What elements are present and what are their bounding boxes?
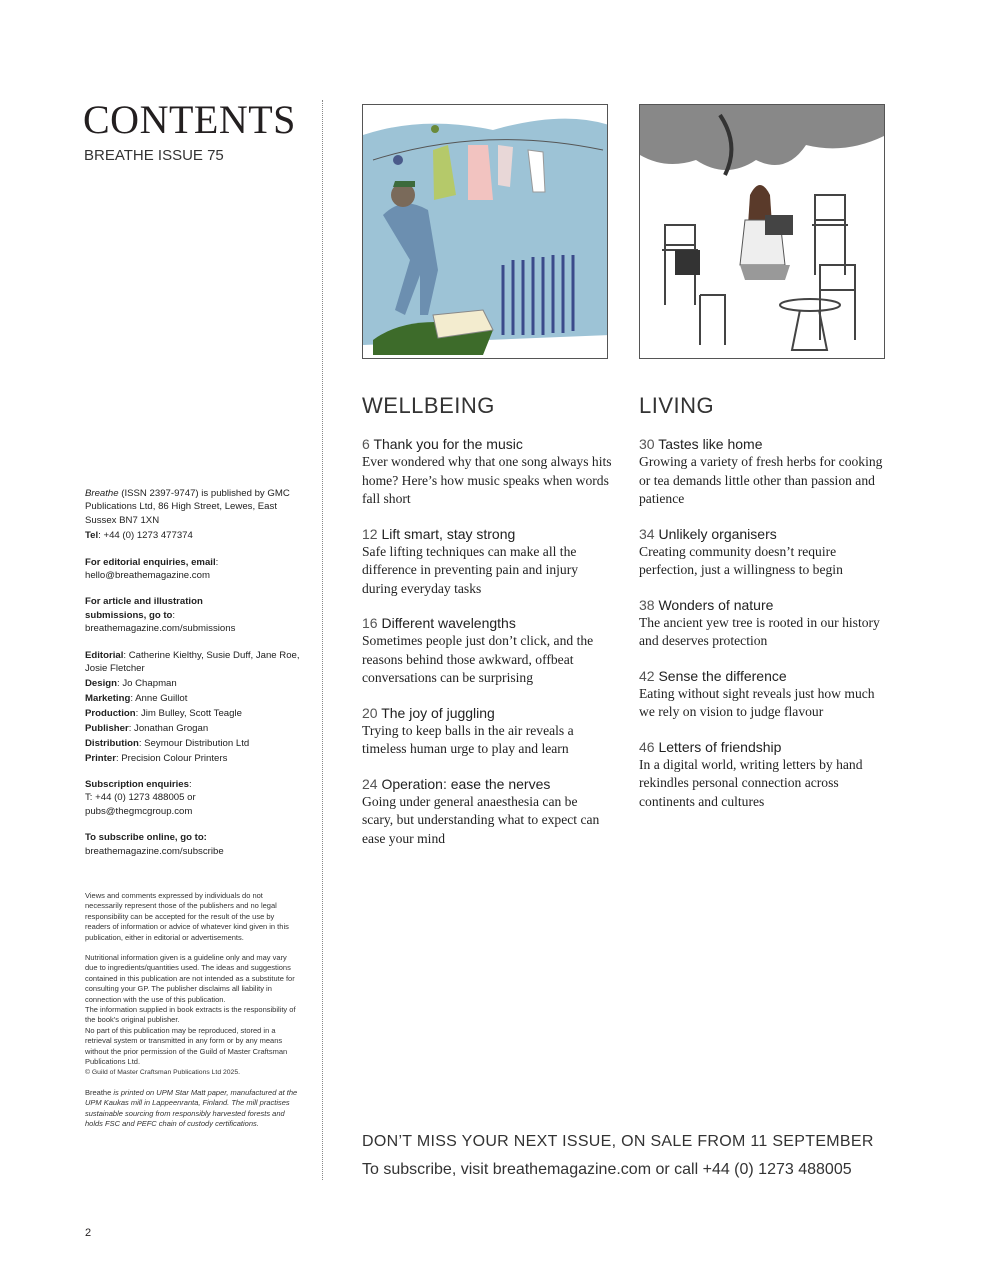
credit-names: : Seymour Distribution Ltd: [138, 737, 250, 749]
entry-page-number: 46: [639, 738, 655, 755]
contents-entry[interactable]: [362, 775, 612, 849]
nutrition-disclaimer: Nutritional information given is a guideline only and may vary due to ingredients/quantities used. The ideas and suggestions contained in this publication are not intended as a substitute for consulting your GP. The publisher disclaims all liability in connection with the use of this publication.: [85, 953, 295, 1004]
disclaimer: [85, 891, 300, 1130]
entry-description: The ancient yew tree is rooted in our history and deserves protection: [639, 614, 880, 648]
credit-names: : Anne Guillot: [130, 692, 188, 704]
entry-title: Tastes like home: [658, 436, 763, 452]
contents-entry[interactable]: [639, 525, 889, 580]
credit-names: : Jonathan Grogan: [128, 722, 209, 734]
contents-entry[interactable]: [362, 435, 612, 509]
credit-names: : Precision Colour Printers: [115, 752, 228, 764]
copyright: © Guild of Master Craftsman Publications Ltd 2025.: [85, 1068, 240, 1076]
entry-title: Thank you for the music: [373, 436, 523, 452]
section-entries: [639, 435, 889, 827]
credits-list: [85, 649, 300, 765]
credit-line: [85, 692, 300, 705]
paper-magazine-name: Breathe: [85, 1087, 112, 1097]
entry-description: Trying to keep balls in the air reveals a timeless human urge to play and learn: [362, 722, 574, 756]
entry-title: Sense the difference: [658, 667, 787, 684]
entry-title-line: [639, 596, 889, 614]
contents-entry[interactable]: [639, 435, 889, 509]
entry-title-line: [639, 738, 889, 756]
credit-role: Production: [85, 707, 136, 719]
reproduction-disclaimer: No part of this publication may be reproduced, stored in a retrieval system or transmitted in any form or by any means without the prior permission of the Guild of Master Craftsman Publications Ltd.: [85, 1025, 288, 1067]
publisher-text: (ISSN 2397-9747) is published by GMC Publications Ltd, 86 High Street, Lewes, East Sussex BN7 1XN: [85, 488, 290, 526]
contents-entry[interactable]: [362, 525, 612, 599]
entry-title-line: [362, 614, 612, 632]
paper-info: is printed on UPM Star Matt paper, manufactured at the UPM Kaukas mill in Lappeenranta, Finland. The mill practises sustainable sourcing from responsibly harvested forests and holds FSC and PEFC chain of custody certifications.: [85, 1087, 298, 1129]
entry-description: Eating without sight reveals just how much we rely on vision to judge flavour: [639, 685, 875, 719]
entry-page-number: 6: [362, 436, 370, 452]
entry-title-line: [362, 525, 612, 543]
credit-line: [85, 722, 300, 735]
entry-title: Letters of friendship: [658, 738, 782, 755]
subscription-email[interactable]: pubs@thegmcgroup.com: [85, 805, 193, 817]
entry-title: Wonders of nature: [658, 596, 774, 613]
credit-role: Printer: [85, 752, 116, 764]
entry-title: Different wavelengths: [381, 615, 516, 631]
issue-label: BREATHE ISSUE 75: [84, 147, 224, 164]
living-illustration: [639, 104, 885, 359]
entry-description: Sometimes people just don’t click, and the reasons behind those awkward, offbeat conversations can be surprising: [362, 633, 594, 685]
page-title: CONTENTS: [83, 97, 296, 142]
entry-title: Unlikely organisers: [658, 525, 777, 542]
credit-role: Distribution: [85, 737, 139, 749]
entry-title-line: [362, 704, 612, 722]
section-heading-wellbeing: WELLBEING: [362, 393, 495, 418]
credit-role: Editorial: [85, 649, 124, 661]
entry-description: Creating community doesn’t require perfection, just a willingness to begin: [639, 543, 843, 577]
online-label: To subscribe online, go to:: [85, 832, 207, 844]
entry-page-number: 16: [362, 615, 378, 631]
section-heading-living: LIVING: [639, 393, 715, 418]
submissions-label: For article and illustration submissions, go to: [85, 596, 203, 621]
entry-title-line: [362, 775, 612, 793]
entry-page-number: 30: [639, 436, 655, 452]
contents-entry[interactable]: [639, 667, 889, 722]
entry-title-line: [362, 435, 612, 453]
tel-label: Tel: [85, 530, 99, 542]
credit-role: Marketing: [85, 692, 131, 704]
entry-page-number: 34: [639, 525, 655, 542]
entry-title-line: [639, 667, 889, 685]
submissions-link[interactable]: breathemagazine.com/submissions: [85, 623, 236, 635]
entry-description: In a digital world, writing letters by hand rekindles personal connection across continents and cultures: [639, 756, 863, 809]
contents-entry[interactable]: [362, 614, 612, 688]
subscription-label: Subscription enquiries: [85, 778, 189, 790]
section-entries: [362, 435, 612, 864]
views-disclaimer: Views and comments expressed by individuals do not necessarily represent those of the publishers and no legal responsibility can be accepted for the result of the use by readers of information or advice of whatever kind given in this publication, either in editorial or advertisements.: [85, 891, 289, 942]
entry-description: Safe lifting techniques can make all the difference in preventing pain and injury during everyday tasks: [362, 543, 579, 596]
publisher-info: Breathe (ISSN 2397-9747) is published by GMC Publications Ltd, 86 High Street, Lewes, East Sussex BN7 1XN Tel: +44 (0) 1273 477374 For editorial enquiries, email: hello@breathemagazine.com For article and illustration submissions, go to: breathemagazine.com/submissions Editorial: Catherine Kielthy, Susie Duff, Jane Roe, Josie Fletcher Design: Jo Chapman Marketing: Anne Guillot Production: Jim Bulley, Scott Teagle Publisher: Jonathan Grogan Distribution: Seymour Distribution Ltd Printer: Precision Colour Printers Subscription enquiries: T: +44 (0) 1273 488005 or pubs@thegmcgroup.com To subscribe online, go to: breathemagazine.com/subscribe: [85, 488, 300, 857]
subscription-phone: T: +44 (0) 1273 488005 or: [85, 792, 196, 804]
contents-entry[interactable]: [639, 596, 889, 651]
credit-role: Design: [85, 677, 117, 689]
credit-names: : Catherine Kielthy, Susie Duff, Jane Roe, Josie Fletcher: [85, 649, 300, 675]
contents-entry[interactable]: [639, 738, 889, 812]
editorial-email[interactable]: hello@breathemagazine.com: [85, 570, 210, 582]
tel-value: : +44 (0) 1273 477374: [98, 530, 193, 542]
editorial-label: For editorial enquiries, email: [85, 556, 216, 568]
credit-role: Publisher: [85, 722, 129, 734]
credit-line: [85, 677, 300, 690]
entry-page-number: 38: [639, 596, 655, 613]
entry-description: Growing a variety of fresh herbs for cooking or tea demands little other than passion and patience: [639, 454, 883, 506]
credit-names: : Jo Chapman: [117, 677, 177, 689]
extracts-disclaimer: The information supplied in book extracts is the responsibility of the book’s original publisher.: [85, 1005, 296, 1025]
credit-line: [85, 707, 300, 720]
entry-description: Ever wondered why that one song always hits home? Here’s how music speaks when words fall short: [362, 454, 612, 506]
entry-page-number: 20: [362, 704, 378, 721]
entry-description: Going under general anaesthesia can be scary, but understanding what to expect can ease your mind: [362, 793, 600, 846]
entry-page-number: 42: [639, 667, 655, 684]
page-number: 2: [85, 1227, 92, 1239]
magazine-name: Breathe: [85, 488, 119, 499]
credit-line: [85, 752, 300, 765]
entry-page-number: 24: [362, 775, 378, 792]
entry-page-number: 12: [362, 525, 378, 542]
entry-title-line: [639, 435, 889, 453]
entry-title: Lift smart, stay strong: [381, 525, 516, 542]
entry-title: Operation: ease the nerves: [381, 775, 551, 792]
column-divider: [322, 100, 323, 1180]
credit-line: [85, 649, 300, 676]
next-issue-promo: DON’T MISS YOUR NEXT ISSUE, ON SALE FROM 11 SEPTEMBER: [362, 1133, 874, 1150]
contents-entry[interactable]: [362, 704, 612, 759]
subscribe-link[interactable]: breathemagazine.com/subscribe: [85, 845, 224, 857]
wellbeing-illustration: [362, 104, 608, 359]
entry-title-line: [639, 525, 889, 543]
credit-names: : Jim Bulley, Scott Teagle: [135, 707, 242, 719]
entry-title: The joy of juggling: [381, 704, 495, 721]
credit-line: [85, 737, 300, 750]
subscribe-promo: To subscribe, visit breathemagazine.com or call +44 (0) 1273 488005: [362, 1161, 852, 1178]
